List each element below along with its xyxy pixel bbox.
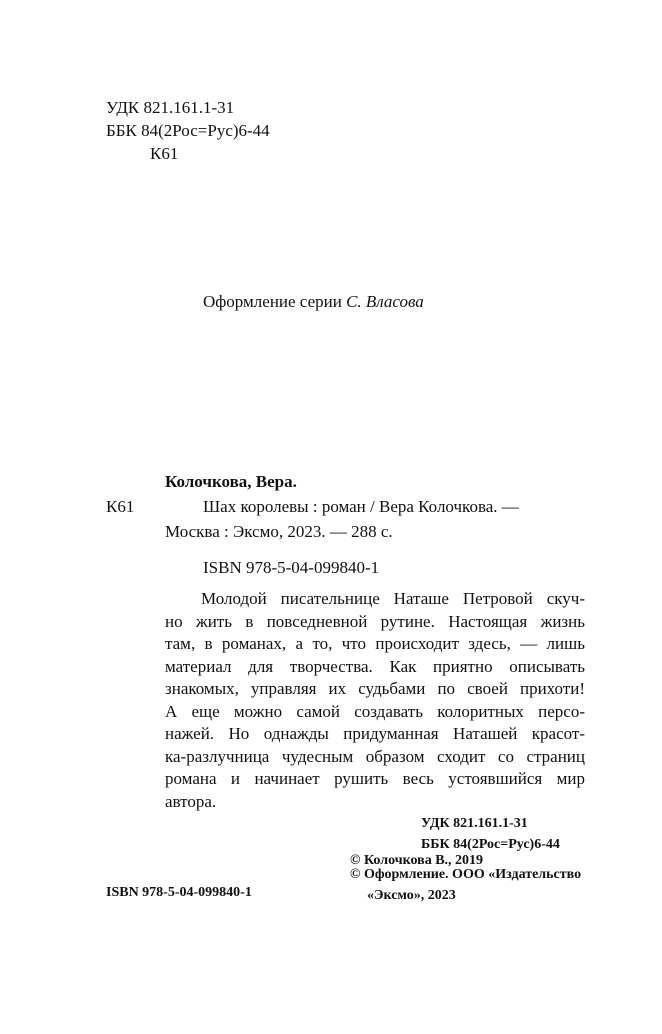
footer-isbn: ISBN 978-5-04-099840-1	[106, 885, 252, 900]
annotation-line: ка-разлучница чудесным образом сходит со страниц	[165, 746, 585, 766]
bottom-bbk: ББК 84(2Рос=Рус)6-44	[421, 837, 560, 852]
annotation-line: автора.	[165, 791, 217, 811]
annotation-line: знакомых, управляя их судьбами по своей прихоти!	[165, 679, 585, 698]
top-bbk: ББК 84(2Рос=Рус)6-44	[106, 121, 270, 140]
annotation-line: романа и начинает рушить весь устоявшийся мир	[165, 769, 585, 788]
annotation-line: материал для творчества. Как приятно описывать	[165, 656, 585, 676]
top-code: К61	[150, 144, 179, 163]
annotation-paragraph	[165, 588, 585, 813]
annotation-line: но жить в повседневной рутине. Настоящая жизнь	[165, 611, 585, 631]
copyright-line-3: «Эксмо», 2023	[367, 888, 456, 903]
annotation-line: нажей. Но однажды придуманная Наташей красот-	[165, 724, 585, 743]
catalog-isbn: ISBN 978-5-04-099840-1	[203, 558, 380, 577]
copyright-line-1: © Колочкова В., 2019	[350, 853, 484, 868]
series-design-prefix: Оформление серии	[203, 292, 342, 311]
top-udk: УДК 821.161.1-31	[106, 98, 235, 117]
catalog-imprint-line: Москва : Эксмо, 2023. — 288 с.	[165, 522, 393, 541]
catalog-code: К61	[106, 497, 135, 516]
annotation-line: А еще можно самой создавать колоритных персо-	[165, 701, 585, 721]
catalog-author: Колочкова, Вера.	[165, 472, 297, 491]
annotation-line: Молодой писательнице Наташе Петровой скуч-	[201, 589, 585, 608]
copyright-line-2: © Оформление. ООО «Издательство	[350, 867, 582, 882]
series-design-credit	[203, 290, 424, 313]
bottom-udk: УДК 821.161.1-31	[421, 816, 528, 831]
catalog-title-line: Шах королевы : роман / Вера Колочкова. —	[203, 497, 519, 516]
series-designer-name: С. Власова	[346, 292, 424, 311]
annotation-line: там, в романах, а то, что происходит здесь, — лишь	[165, 634, 585, 653]
